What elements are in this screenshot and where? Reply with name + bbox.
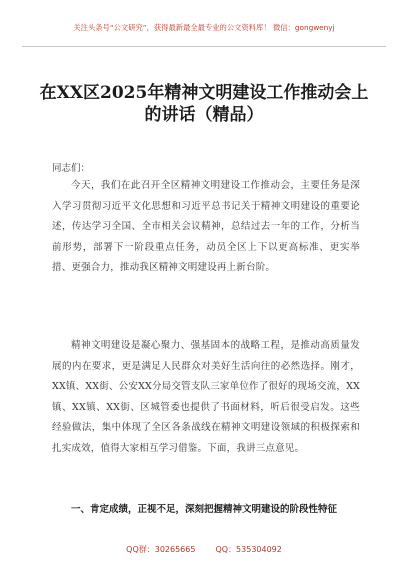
footer-qq-group: QQ群：30265665 (126, 545, 196, 554)
page-header (22, 20, 386, 47)
section-heading: 一、肯定成绩，正视不足，深刻把握精神文明建设的阶段性特征 (71, 504, 338, 515)
footer-qq-contact: QQ：535304092 (215, 545, 282, 554)
body-paragraph: 精神文明建设是凝心聚力、强基固本的战略工程，是推动高质量发展的内在要求，更是满足人民群众对美好生活向往的必然选择。刚才，XX镇、XX街、公安XX分局交管支队三家单位作了很好的现场交流，XX镇、XX镇、XX街、区城管委也提供了书面材料，听后很受启发。这些经验做法，集中体现了全区各条战线在精神文明建设领域的积极探索和扎实成效，值得大家相互学习借鉴。下面，我讲三点意见。 (52, 340, 360, 454)
header-promo-text: 关注头条号“公文研究”，获得最新最全最专业的公文资料库！ 微信：gongwenyj (73, 23, 335, 32)
document-title: 在XX区2025年精神文明建设工作推动会上的讲话（精品） (39, 83, 369, 125)
page-footer (0, 544, 408, 555)
salutation: 同志们： (52, 163, 91, 174)
body-paragraph: 今天，我们在此召开全区精神文明建设工作推动会，主要任务是深入学习贯彻习近平文化思想和习近平总书记关于精神文明建设的重要论述，传达学习全国、全市相关会议精神，总结过去一年的工作，分析当前形势，部署下一阶段重点任务，动员全区上下以更高标准、更实举措、更强合力，推动我区精神文明建设再上新台阶。 (52, 180, 360, 273)
